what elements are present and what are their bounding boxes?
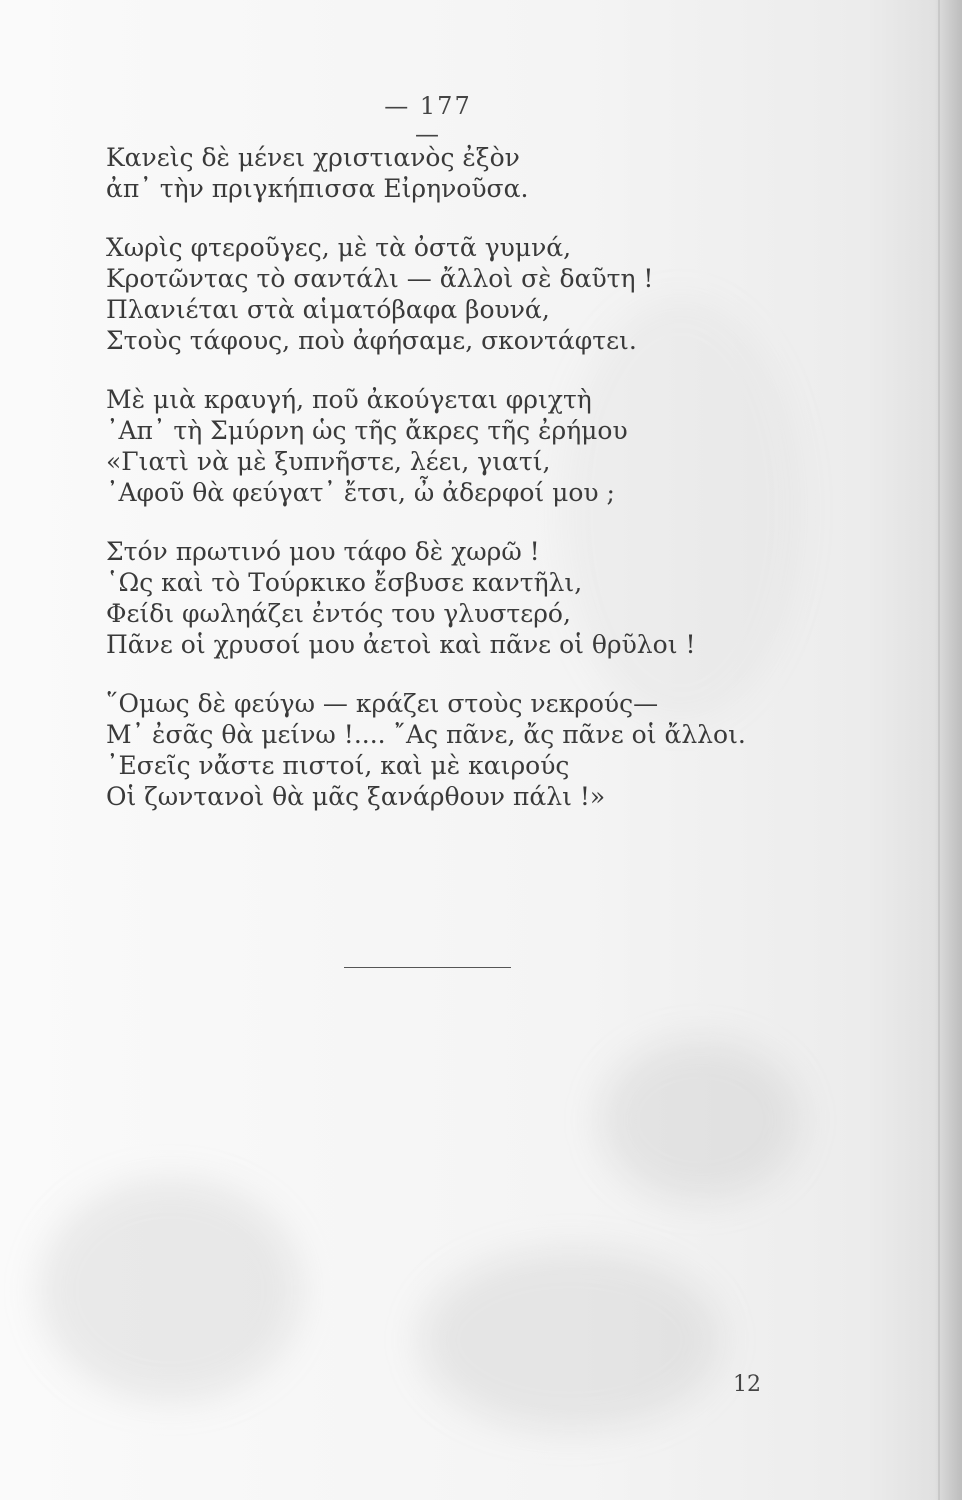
stanza-5 (106, 688, 746, 812)
poem-line: Πλανιέται στὰ αἱματόβαφα βουνά, (106, 295, 550, 324)
poem-line: Πᾶνε οἱ χρυσοί μου ἀετοὶ καὶ πᾶνε οἱ θρῦλοι ! (106, 630, 696, 659)
signature-mark: 12 (733, 1372, 761, 1397)
poem (106, 142, 746, 840)
page-number: — 177 — (384, 92, 472, 148)
stanza-4 (106, 536, 746, 660)
paper-stain (600, 1040, 800, 1200)
poem-line: Μὲ μιὰ κραυγή, ποῦ ἀκούγεται φριχτὴ (106, 385, 592, 414)
poem-line: Οἱ ζωντανοὶ θὰ μᾶς ξανάρθουν πάλι !» (106, 782, 606, 811)
poem-line: Κροτῶντας τὸ σαντάλι — ἄλλοὶ σὲ δαῦτη ! (106, 264, 654, 293)
stanza-3 (106, 384, 746, 508)
paper-stain (40, 1180, 300, 1400)
poem-line: ῞Ομως δὲ φεύγω — κράζει στοὺς νεκρούς— (106, 689, 659, 718)
stanza-1 (106, 142, 746, 204)
paper-stain (420, 1250, 720, 1430)
poem-line: Στόν πρωτινό μου τάφο δὲ χωρῶ ! (106, 537, 540, 566)
poem-line: Μ᾽ ἐσᾶς θὰ μείνω !.... ῎Ας πᾶνε, ἄς πᾶνε οἱ ἄλλοι. (106, 720, 746, 749)
poem-line: Χωρὶς φτεροῦγες, μὲ τὰ ὀστᾶ γυμνά, (106, 233, 572, 262)
poem-line: Στοὺς τάφους, ποὺ ἀφήσαμε, σκοντάφτει. (106, 326, 637, 355)
poem-line: ῾Ως καὶ τὸ Τούρκικο ἔσβυσε καντῆλι, (106, 568, 583, 597)
poem-line: ᾽Αφοῦ θὰ φεύγατ᾽ ἔτσι, ὦ ἀδερφοί μου ; (106, 478, 615, 507)
poem-line: Κανεὶς δὲ μένει χριστιανὸς ἐξὸν (106, 143, 520, 172)
poem-line: ᾽Απ᾽ τὴ Σμύρνη ὡς τῆς ἄκρες τῆς ἐρήμου (106, 416, 628, 445)
stanza-2 (106, 232, 746, 356)
poem-line: ᾽Εσεῖς νἄστε πιστοί, καὶ μὲ καιρούς (106, 751, 570, 780)
page-edge-line (938, 0, 940, 1500)
poem-line: Φείδι φωληάζει ἐντός του γλυστερό, (106, 599, 571, 628)
poem-line: «Γιατὶ νὰ μὲ ξυπνῆστε, λέει, γιατί, (106, 447, 551, 476)
section-divider (344, 967, 511, 968)
poem-line: ἀπ᾽ τὴν πριγκήπισσα Εἰρηνοῦσα. (106, 174, 529, 203)
